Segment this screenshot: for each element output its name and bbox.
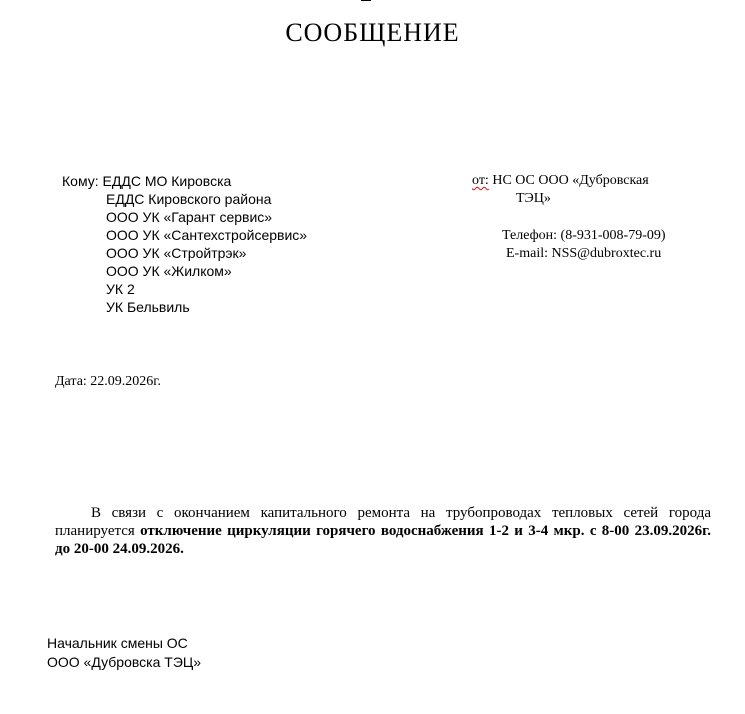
sender-org-cont: ТЭЦ» <box>516 191 551 206</box>
sender-block <box>472 172 666 261</box>
recipient-item: ЕДДС Кировского района <box>106 191 272 207</box>
to-label: Кому: <box>62 173 99 189</box>
signature-organization: ООО «Дубровска ТЭЦ» <box>47 654 202 670</box>
document-date: Дата: 22.09.2026г. <box>55 374 161 389</box>
signature-position: Начальник смены ОС <box>47 635 188 651</box>
message-body <box>55 504 711 558</box>
recipient-item: ЕДДС МО Кировска <box>102 173 232 189</box>
message-intro: В связи с окончанием капитального ремонта на трубопроводах тепловых сетей города планируется <box>55 505 711 539</box>
from-label: от: <box>472 173 489 188</box>
recipients-block <box>62 172 307 316</box>
sender-email: E-mail: NSS@dubroxtec.ru <box>506 246 662 261</box>
recipient-row-1 <box>62 172 307 190</box>
sender-phone: Телефон: (8-931-008-79-09) <box>502 228 666 243</box>
recipient-item: УК Бельвиль <box>106 299 190 315</box>
message-emphasis: отключение циркуляции горячего водоснабжения 1-2 и 3-4 мкр. с 8-00 23.09.2026г. до 20-00 24.09.2026. <box>55 523 711 557</box>
document-title: СООБЩЕНИЕ <box>285 18 460 47</box>
recipient-item: ООО УК «Сантехстройсервис» <box>106 227 308 243</box>
sender-org: НС ОС ООО «Дубровская <box>492 173 649 188</box>
signature-block <box>47 634 201 672</box>
sender-line-1 <box>472 172 649 190</box>
recipient-item: ООО УК «Стройтрэк» <box>106 245 247 261</box>
page-top-mark <box>361 0 371 1</box>
recipient-item: ООО УК «Гарант сервис» <box>106 209 273 225</box>
recipient-item: УК 2 <box>106 281 135 297</box>
recipient-item: ООО УК «Жилком» <box>106 263 232 279</box>
